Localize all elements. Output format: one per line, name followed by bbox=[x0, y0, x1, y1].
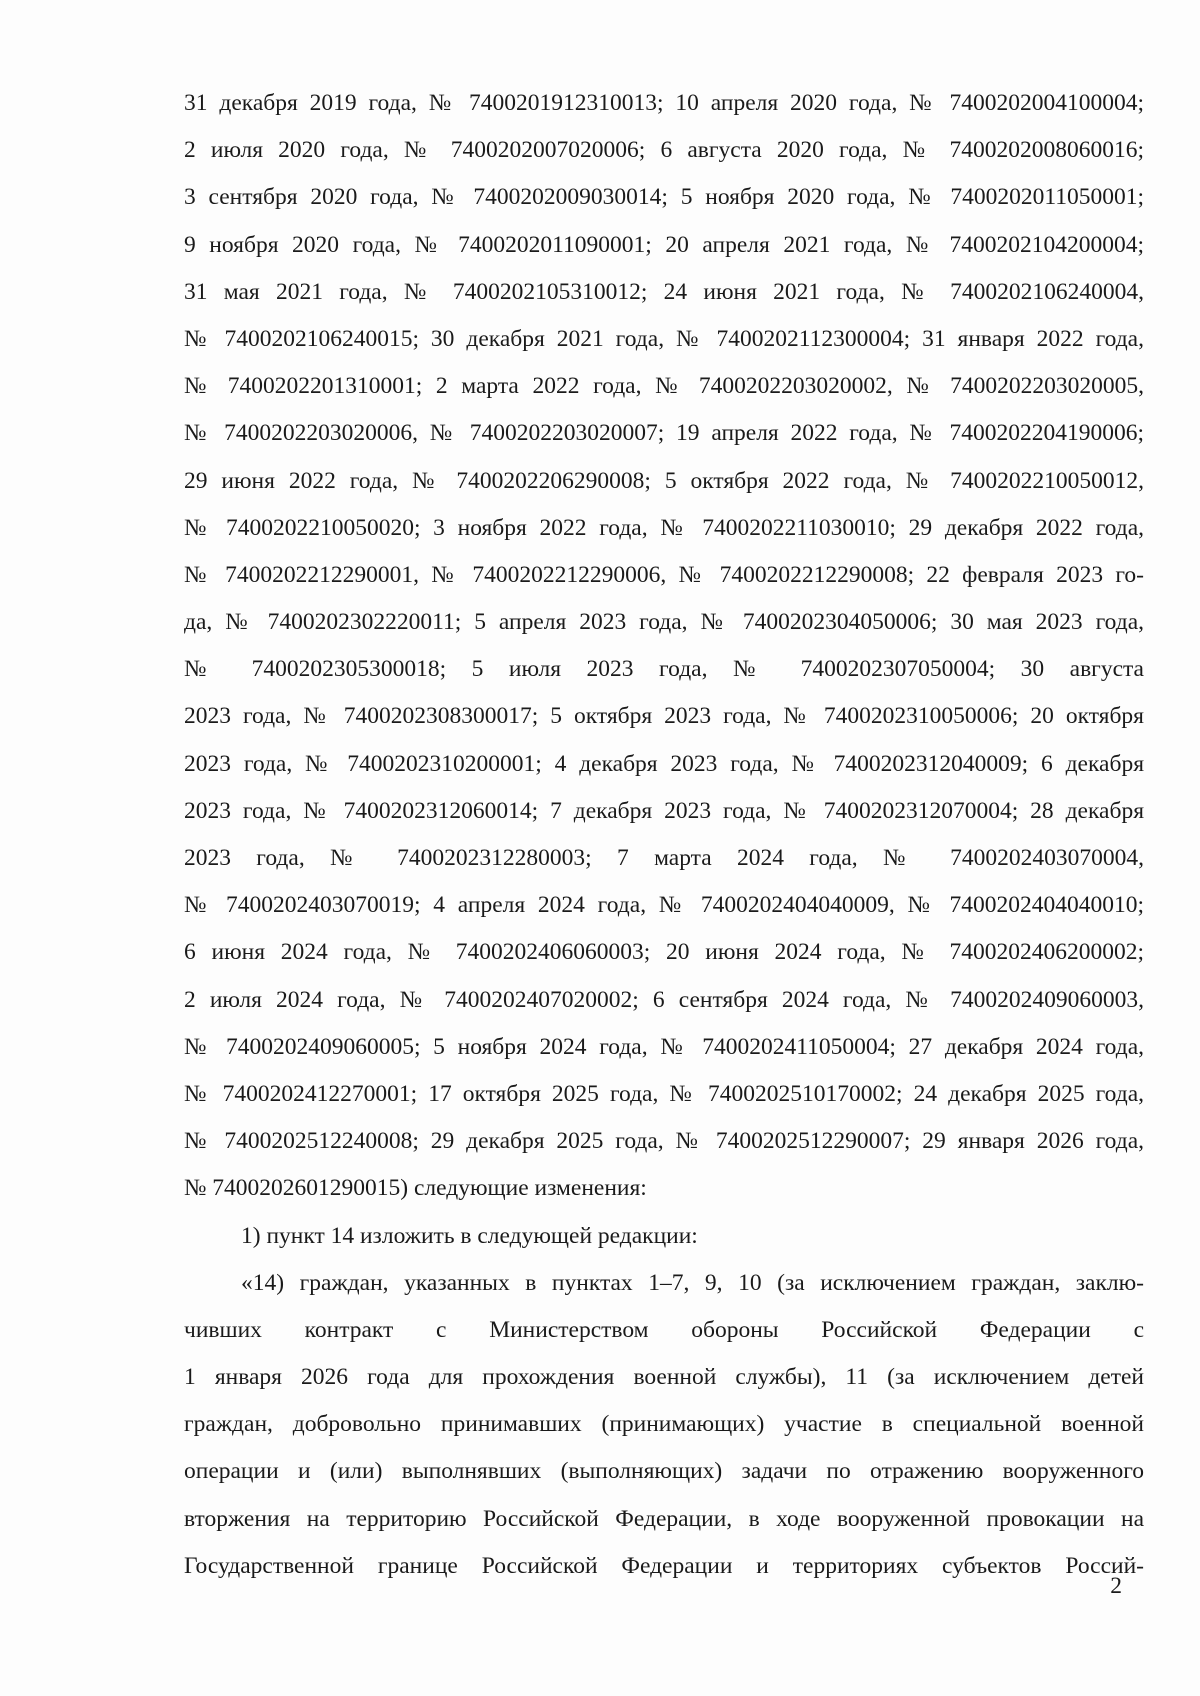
document-body bbox=[184, 80, 1144, 1590]
text-line: 1 января 2026 года для прохождения военной службы), 11 (за исключением детей bbox=[184, 1364, 1144, 1391]
text-line: № 7400202409060005; 5 ноября 2024 года, № 7400202411050004; 27 декабря 2024 года, bbox=[184, 1033, 1144, 1060]
text-line: 2023 года, № 7400202312060014; 7 декабря 2023 года, № 7400202312070004; 28 декабря bbox=[184, 797, 1144, 824]
text-line: № 7400202210050020; 3 ноября 2022 года, № 7400202211030010; 29 декабря 2022 года, bbox=[184, 514, 1144, 541]
page-number: 2 bbox=[1110, 1573, 1122, 1599]
text-line: 3 сентября 2020 года, № 7400202009030014; 5 ноября 2020 года, № 7400202011050001; bbox=[184, 184, 1144, 211]
text-line: № 7400202601290015) следующие изменения: bbox=[184, 1175, 647, 1202]
text-line: да, № 7400202302220011; 5 апреля 2023 года, № 7400202304050006; 30 мая 2023 года, bbox=[184, 609, 1144, 636]
text-line: № 7400202403070019; 4 апреля 2024 года, № 7400202404040009, № 7400202404040010; bbox=[184, 892, 1144, 919]
text-line: «14) граждан, указанных в пунктах 1–7, 9, 10 (за исключением граждан, заклю- bbox=[241, 1269, 1144, 1296]
text-line: № 7400202412270001; 17 октября 2025 года, № 7400202510170002; 24 декабря 2025 года, bbox=[184, 1080, 1144, 1107]
text-line: № 7400202106240015; 30 декабря 2021 года, № 7400202112300004; 31 января 2022 года, bbox=[184, 325, 1144, 352]
text-line: № 7400202212290001, № 7400202212290006, № 7400202212290008; 22 февраля 2023 го- bbox=[184, 561, 1144, 588]
text-line: 1) пункт 14 изложить в следующей редакции: bbox=[241, 1222, 698, 1249]
text-line: граждан, добровольно принимавших (принимающих) участие в специальной военной bbox=[184, 1411, 1144, 1438]
text-line: 6 июня 2024 года, № 7400202406060003; 20 июня 2024 года, № 7400202406200002; bbox=[184, 939, 1144, 966]
text-line: Государственной границе Российской Федерации и территориях субъектов Россий- bbox=[184, 1552, 1144, 1579]
text-line: 31 декабря 2019 года, № 7400201912310013; 10 апреля 2020 года, № 7400202004100004; bbox=[184, 90, 1144, 116]
text-line: № 7400202512240008; 29 декабря 2025 года, № 7400202512290007; 29 января 2026 года, bbox=[184, 1128, 1144, 1155]
text-line: 9 ноября 2020 года, № 7400202011090001; 20 апреля 2021 года, № 7400202104200004; bbox=[184, 231, 1144, 258]
text-line: чивших контракт с Министерством обороны Российской Федерации с bbox=[184, 1316, 1144, 1343]
text-line: 29 июня 2022 года, № 7400202206290008; 5 октября 2022 года, № 7400202210050012, bbox=[184, 467, 1144, 494]
text-line: вторжения на территорию Российской Федерации, в ходе вооруженной провокации на bbox=[184, 1505, 1144, 1532]
text-line: № 7400202305300018; 5 июля 2023 года, № 7400202307050004; 30 августа bbox=[184, 656, 1144, 683]
text-line: 2023 года, № 7400202308300017; 5 октября 2023 года, № 7400202310050006; 20 октября bbox=[184, 703, 1144, 730]
text-line: № 7400202203020006, № 7400202203020007; 19 апреля 2022 года, № 7400202204190006; bbox=[184, 420, 1144, 447]
text-line: 2023 года, № 7400202312280003; 7 марта 2024 года, № 7400202403070004, bbox=[184, 845, 1144, 871]
text-line: № 7400202201310001; 2 марта 2022 года, № 7400202203020002, № 7400202203020005, bbox=[184, 373, 1144, 400]
text-line: 2 июля 2020 года, № 7400202007020006; 6 августа 2020 года, № 7400202008060016; bbox=[184, 137, 1144, 164]
text-line: 2023 года, № 7400202310200001; 4 декабря 2023 года, № 7400202312040009; 6 декабря bbox=[184, 750, 1144, 777]
text-line: 31 мая 2021 года, № 7400202105310012; 24 июня 2021 года, № 7400202106240004, bbox=[184, 278, 1144, 305]
text-line: 2 июля 2024 года, № 7400202407020002; 6 сентября 2024 года, № 7400202409060003, bbox=[184, 986, 1144, 1013]
text-line: операции и (или) выполнявших (выполняющих) задачи по отражению вооруженного bbox=[184, 1458, 1144, 1485]
